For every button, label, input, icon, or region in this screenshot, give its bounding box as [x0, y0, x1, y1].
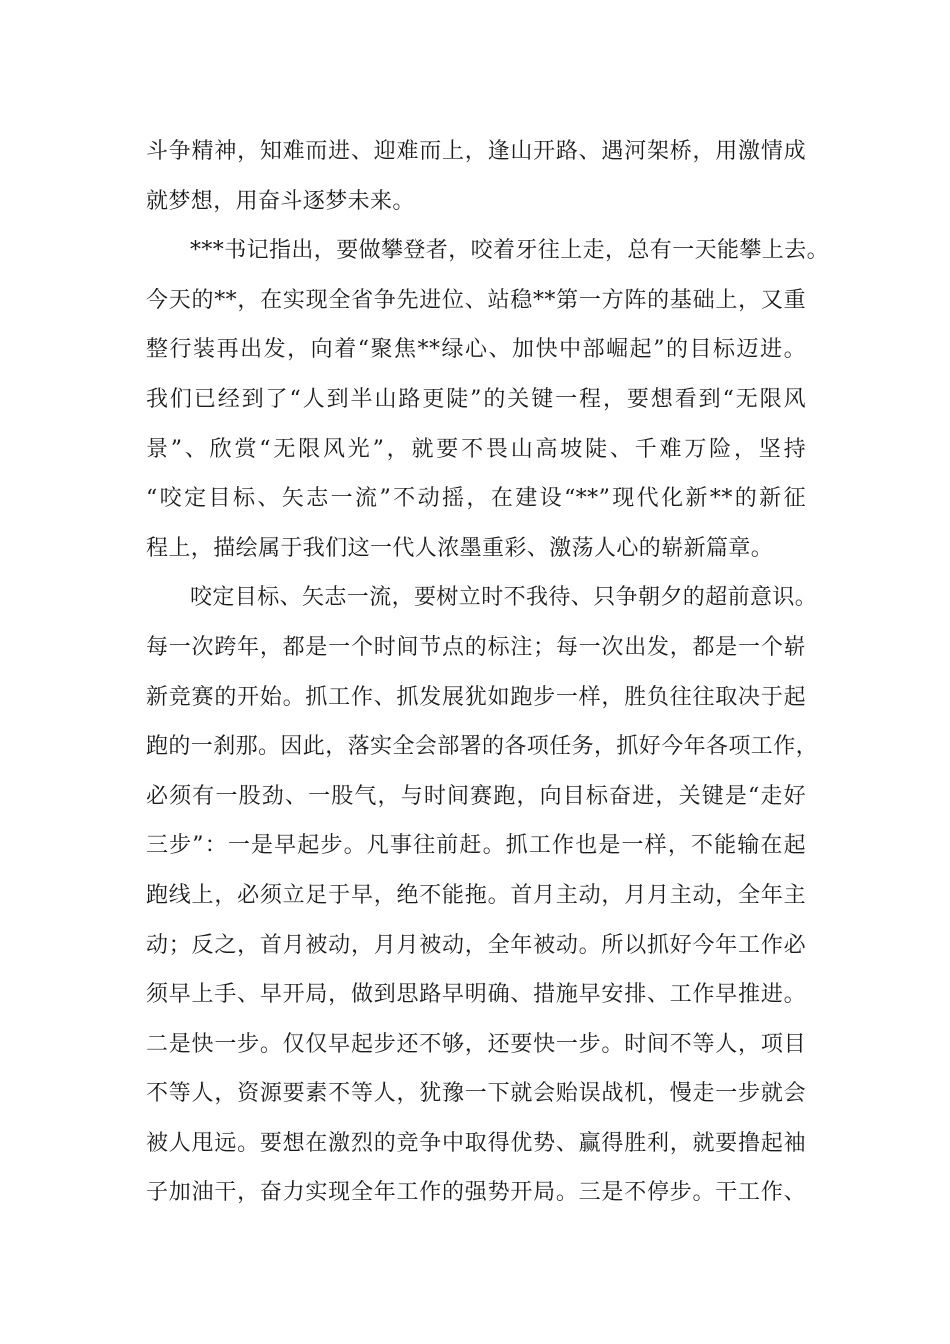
text-line: 动；反之，首月被动，月月被动，全年被动。所以抓好今年工作必	[146, 932, 806, 958]
text-line: 整行装再出发，向着“聚焦**绿心、加快中部崛起”的目标迈进。	[146, 337, 806, 363]
text-line: 新竞赛的开始。抓工作、抓发展犹如跑步一样，胜负往往取决于起	[146, 684, 806, 710]
text-line: 景”、欣赏“无限风光”，就要不畏山高坡陡、千难万险，坚持	[146, 436, 806, 462]
text-line: “咬定目标、矢志一流”不动摇，在建设“**”现代化新**的新征	[146, 486, 806, 512]
text-line: 咬定目标、矢志一流，要树立时不我待、只争朝夕的超前意识。	[190, 585, 818, 611]
text-line: 三步”：一是早起步。凡事往前赶。抓工作也是一样，不能输在起	[146, 833, 806, 859]
text-line: 斗争精神，知难而进、迎难而上，逢山开路、遇河架桥，用激情成	[146, 139, 806, 164]
text-line: 跑线上，必须立足于早，绝不能拖。首月主动，月月主动，全年主	[146, 882, 806, 908]
text-line: 就梦想，用奋斗逐梦未来。	[146, 188, 415, 214]
text-line: 我们已经到了“人到半山路更陡”的关键一程，要想看到“无限风	[146, 386, 806, 412]
text-line: 不等人，资源要素不等人，犹豫一下就会贻误战机，慢走一步就会	[146, 1081, 806, 1107]
text-line: 每一次跨年，都是一个时间节点的标注；每一次出发，都是一个崭	[146, 634, 806, 660]
text-line: ***书记指出，要做攀登者，咬着牙往上走，总有一天能攀上去。	[190, 238, 830, 264]
text-line: 跑的一刹那。因此，落实全会部署的各项任务，抓好今年各项工作，	[146, 734, 819, 760]
text-line: 须早上手、早开局，做到思路早明确、措施早安排、工作早推进。	[146, 982, 806, 1008]
text-line: 今天的**，在实现全省争先进位、站稳**第一方阵的基础上，又重	[146, 287, 806, 313]
paragraph-3	[146, 573, 819, 1218]
text-line: 子加油干，奋力实现全年工作的强势开局。三是不停步。干工作、	[146, 1180, 806, 1206]
paragraph-1	[146, 127, 806, 226]
text-line: 程上，描绘属于我们这一代人浓墨重彩、激荡人心的崭新篇章。	[146, 535, 774, 561]
paragraph-2	[146, 226, 830, 573]
text-line: 二是快一步。仅仅早起步还不够，还要快一步。时间不等人，项目	[146, 1031, 806, 1057]
text-line: 必须有一股劲、一股气，与时间赛跑，向目标奋进，关键是“走好	[146, 783, 806, 809]
document-body	[146, 127, 830, 1218]
text-line: 被人甩远。要想在激烈的竞争中取得优势、赢得胜利，就要撸起袖	[146, 1130, 806, 1156]
